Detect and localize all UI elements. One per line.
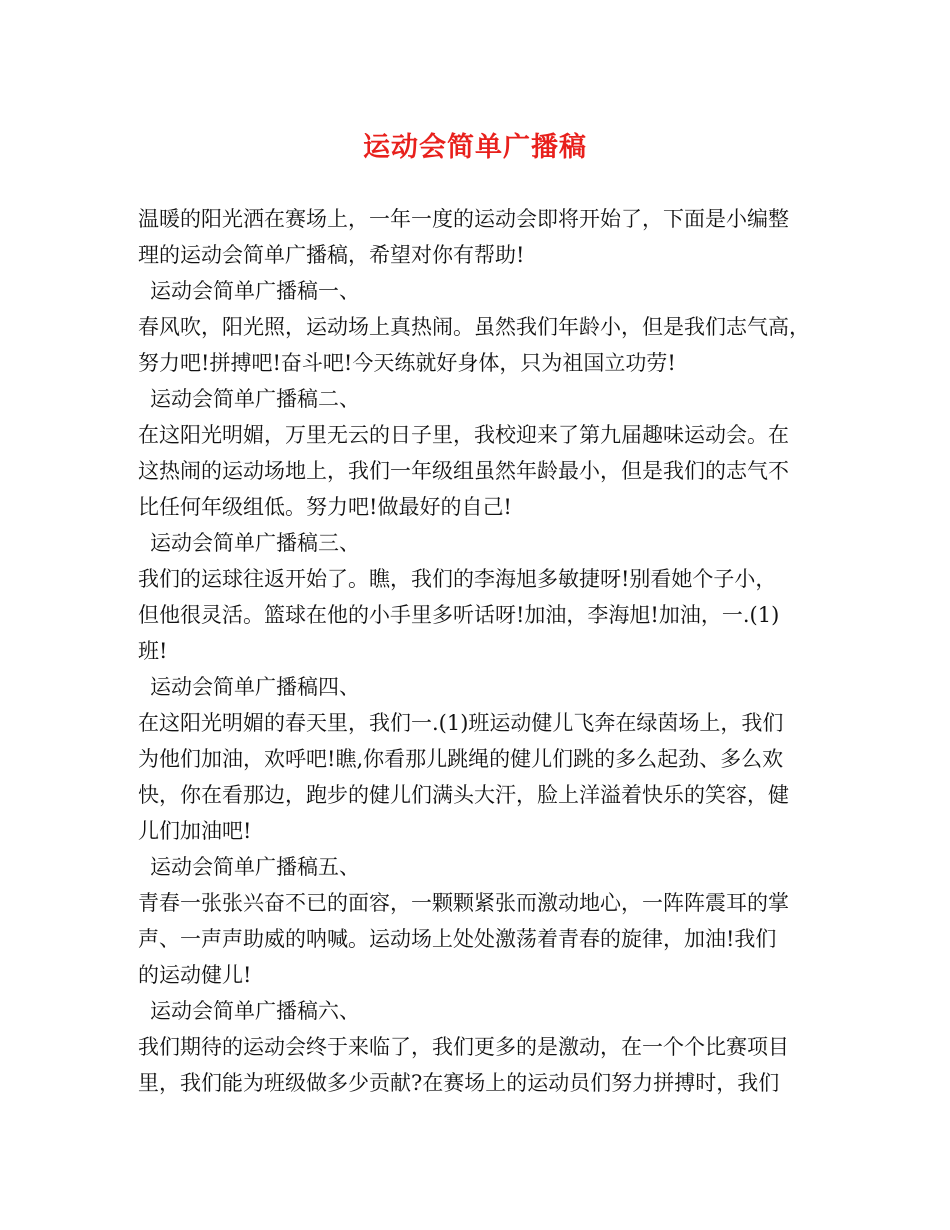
- document-title: 运动会简单广播稿: [363, 132, 587, 163]
- paragraph-line: 比任何年级组低。努力吧!做最好的自己!: [138, 495, 512, 519]
- paragraph-line: 但他很灵活。篮球在他的小手里多听话呀!加油，李海旭!加油，一.(1): [138, 603, 780, 627]
- section-heading: 运动会简单广播稿六、: [150, 999, 360, 1023]
- section-heading: 运动会简单广播稿一、: [150, 279, 360, 303]
- paragraph-line: 理的运动会简单广播稿，希望对你有帮助!: [138, 243, 525, 267]
- section-heading: 运动会简单广播稿二、: [150, 387, 360, 411]
- paragraph-line: 里，我们能为班级做多少贡献?在赛场上的运动员们努力拼搏时，我们: [138, 1071, 780, 1095]
- paragraph-line: 努力吧!拼搏吧!奋斗吧!今天练就好身体，只为祖国立功劳!: [138, 351, 676, 375]
- paragraph-line: 为他们加油，欢呼吧!瞧,你看那儿跳绳的健儿们跳的多么起劲、多么欢: [138, 747, 784, 771]
- paragraph-line: 春风吹，阳光照，运动场上真热闹。虽然我们年龄小，但是我们志气高，: [138, 315, 810, 339]
- paragraph-line: 的运动健儿!: [138, 963, 252, 987]
- paragraph-line: 温暖的阳光洒在赛场上，一年一度的运动会即将开始了，下面是小编整: [138, 207, 789, 231]
- paragraph-line: 声、一声声助威的呐喊。运动场上处处激荡着青春的旋律，加油!我们: [138, 927, 777, 951]
- paragraph-line: 我们的运球往返开始了。瞧，我们的李海旭多敏捷呀!别看她个子小，: [138, 567, 777, 591]
- paragraph-line: 班!: [138, 639, 168, 663]
- paragraph-line: 这热闹的运动场地上，我们一年级组虽然年龄最小，但是我们的志气不: [138, 459, 789, 483]
- paragraph-line: 快，你在看那边，跑步的健儿们满头大汗，脸上洋溢着快乐的笑容，健: [138, 783, 789, 807]
- section-heading: 运动会简单广播稿四、: [150, 675, 360, 699]
- paragraph-line: 在这阳光明媚的春天里，我们一.(1)班运动健儿飞奔在绿茵场上，我们: [138, 711, 784, 735]
- paragraph-line: 我们期待的运动会终于来临了，我们更多的是激动，在一个个比赛项目: [138, 1035, 789, 1059]
- paragraph-line: 儿们加油吧!: [138, 819, 252, 843]
- section-heading: 运动会简单广播稿五、: [150, 855, 360, 879]
- document-body: [138, 201, 828, 1101]
- section-heading: 运动会简单广播稿三、: [150, 531, 360, 555]
- paragraph-line: 青春一张张兴奋不已的面容，一颗颗紧张而激动地心，一阵阵震耳的掌: [138, 891, 789, 915]
- paragraph-line: 在这阳光明媚，万里无云的日子里，我校迎来了第九届趣味运动会。在: [138, 423, 789, 447]
